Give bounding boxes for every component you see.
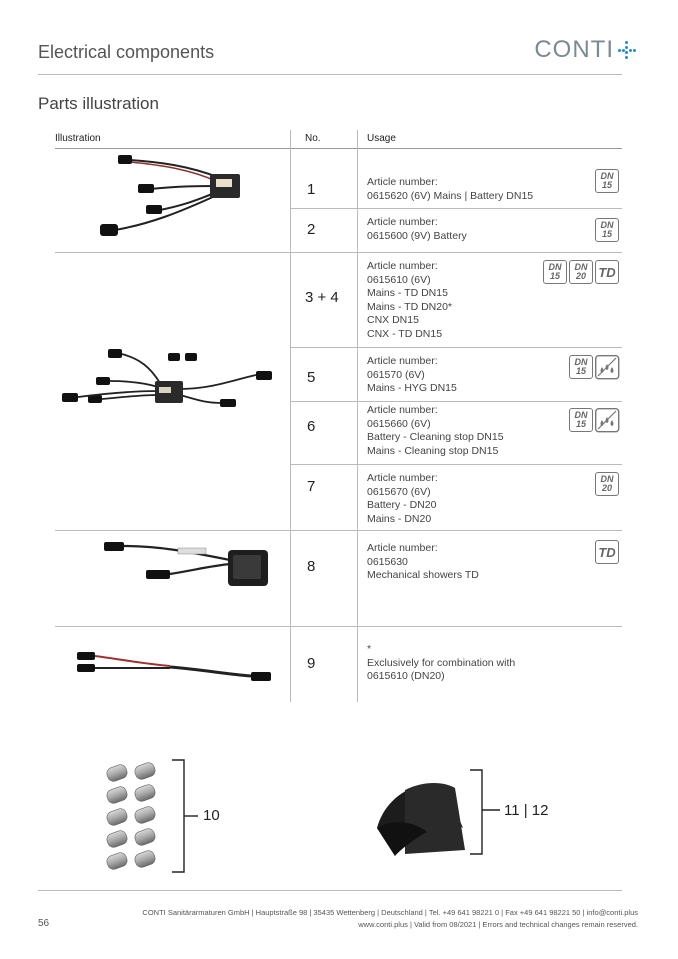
column-header-illustration: Illustration bbox=[55, 133, 101, 144]
usage-text: Article number: 0615600 (9V) Battery bbox=[367, 216, 467, 242]
row-number: 6 bbox=[307, 418, 316, 435]
section-title: Parts illustration bbox=[38, 94, 159, 113]
accessory-label-10: 10 bbox=[203, 807, 220, 824]
table-row-divider bbox=[55, 252, 622, 253]
usage-text: Article number: 0615620 (6V) Mains | Battery DN15 bbox=[367, 176, 534, 202]
usage-text: Article number: 0615660 (6V) Battery - Cleaning stop DN15 Mains - Cleaning stop DN15 bbox=[367, 404, 504, 457]
table-row-divider bbox=[55, 530, 622, 531]
logo-text: CONTI bbox=[534, 36, 614, 63]
row-number: 9 bbox=[307, 655, 316, 672]
table-row-divider bbox=[290, 208, 622, 209]
plus-dots-icon bbox=[618, 41, 636, 59]
td-badge-icon: TD bbox=[595, 540, 619, 564]
usage-text: Article number: 061570 (6V) Mains - HYG DN15 bbox=[367, 355, 457, 394]
dn15-badge-icon: DN 15 bbox=[569, 355, 593, 379]
conti-logo bbox=[534, 36, 636, 64]
velcro-strip-illustration bbox=[375, 768, 467, 858]
row-number: 1 bbox=[307, 181, 316, 198]
footer-company-info: CONTI Sanitärarmaturen GmbH | Hauptstraße 98 | 35435 Wettenberg | Deutschland | Tel. +49 641 98221 0 | Fax +49 641 98221 50 | info@conti.plus bbox=[142, 908, 638, 917]
footer-website-info: www.conti.plus | Valid from 08/2021 | Errors and technical changes remain reserved. bbox=[358, 920, 638, 929]
table-column-divider bbox=[290, 130, 291, 702]
usage-text: * Exclusively for combination with 0615610 (DN20) bbox=[367, 643, 516, 682]
cylinder-parts-illustration bbox=[104, 762, 162, 874]
dn15-badge-icon: DN 15 bbox=[595, 169, 619, 193]
dn20-badge-icon: DN 20 bbox=[595, 472, 619, 496]
bracket-11-12 bbox=[468, 768, 504, 858]
header-title: Electrical components bbox=[38, 42, 215, 62]
cable-illustration-1-2 bbox=[90, 152, 280, 242]
cable-illustration-8 bbox=[100, 538, 275, 598]
column-header-usage: Usage bbox=[367, 133, 396, 144]
dn15-badge-icon: DN 15 bbox=[569, 408, 593, 432]
cable-illustration-3-6 bbox=[60, 345, 280, 415]
accessory-label-11-12: 11 | 12 bbox=[504, 802, 549, 819]
table-header-divider bbox=[55, 148, 622, 149]
footer-divider bbox=[38, 890, 622, 891]
dn15-badge-icon: DN 15 bbox=[595, 218, 619, 242]
table-column-divider bbox=[357, 130, 358, 702]
dn15-badge-icon: DN 15 bbox=[543, 260, 567, 284]
cable-illustration-9 bbox=[75, 642, 275, 687]
column-header-no: No. bbox=[305, 133, 321, 144]
hygiene-drops-icon bbox=[595, 355, 620, 380]
dn20-badge-icon: DN 20 bbox=[569, 260, 593, 284]
row-number: 5 bbox=[307, 369, 316, 386]
hygiene-drops-icon bbox=[595, 408, 620, 433]
table-row-divider bbox=[55, 626, 622, 627]
page-number: 56 bbox=[38, 918, 50, 929]
table-row-divider bbox=[290, 401, 622, 402]
table-row-divider bbox=[290, 464, 622, 465]
table-row-divider bbox=[290, 347, 622, 348]
row-number: 7 bbox=[307, 478, 316, 495]
td-badge-icon: TD bbox=[595, 260, 619, 284]
row-number: 3 + 4 bbox=[305, 289, 339, 306]
usage-text: Article number: 0615670 (6V) Battery - DN20 Mains - DN20 bbox=[367, 472, 438, 525]
bracket-10 bbox=[170, 758, 200, 876]
usage-text: Article number: 0615630 Mechanical showers TD bbox=[367, 542, 479, 581]
row-number: 8 bbox=[307, 558, 316, 575]
usage-text: Article number: 0615610 (6V) Mains - TD DN15 Mains - TD DN20* CNX DN15 CNX - TD DN15 bbox=[367, 260, 452, 340]
row-number: 2 bbox=[307, 221, 316, 238]
header-divider bbox=[38, 74, 622, 75]
